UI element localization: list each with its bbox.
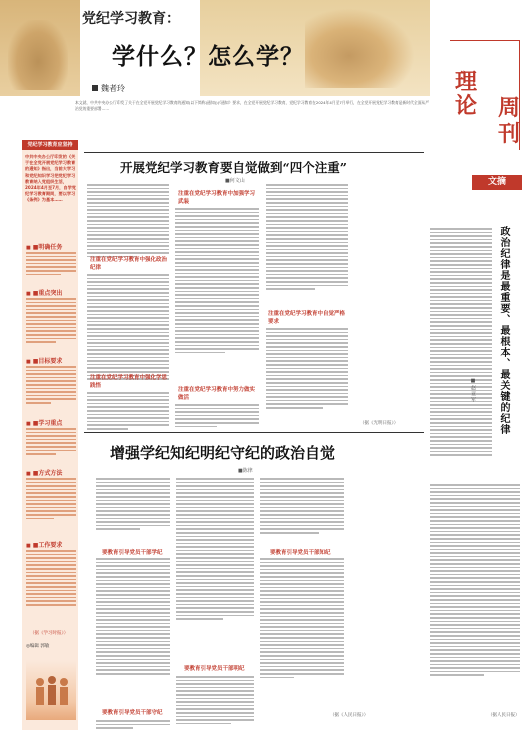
- sidebar-lead-text: 中共中央办公厅印发的《关于在全党开展党纪学习教育的通知》指出，当前大学习和党纪知识学习把党纪学习教育纳入党组织生活，2024年4月至7月，自学党纪学习教育期间，要以学习《条例》为基本……: [25, 154, 76, 203]
- right-col-text-top: [430, 228, 492, 458]
- masthead-name-right: 周刊: [498, 95, 521, 147]
- article2-col2-text-b: [176, 676, 254, 726]
- article1-col3-text-b: [266, 328, 348, 411]
- sidebar-text-4: [26, 428, 76, 457]
- masthead-section: 文摘: [472, 175, 522, 190]
- sidebar-item-6: ■ ■工作要求: [26, 540, 62, 549]
- sidebar-text-1: [26, 252, 76, 277]
- article1-col1-text-a: [87, 184, 169, 259]
- banner-intro-text: 本文就、中共中央办公厅印发了关于在全党开展党纪学习教育的通知(以下简称(通知))(《通知》要求，在全党开展党纪学习教育，党纪学习教育在2024年4月至7月举行，在全党开展党纪学习教育是新时代全面从严治党的重要部署……: [75, 100, 430, 112]
- right-col-text-bottom: [430, 484, 520, 678]
- article1-title: 开展党纪学习教育要自觉做到“四个注重”: [120, 160, 347, 175]
- banner-art-figures: [305, 8, 415, 88]
- masthead-name-left: 理论: [455, 69, 478, 119]
- article2-col1-text-a: [96, 478, 170, 532]
- masthead: [430, 0, 530, 200]
- article1-col1-text-b: [87, 274, 169, 382]
- article2-subhead-2: 要教育引导党员干部知纪: [270, 550, 331, 556]
- sidebar-item-3: ■ ■目标要求: [26, 356, 62, 365]
- article2-subhead-3: 要教育引导党员干部明纪: [184, 666, 245, 672]
- article1-source: （据《光明日报》）: [360, 421, 399, 426]
- sidebar-people-icon: [26, 660, 76, 720]
- article2-col1-text-c: [96, 720, 170, 731]
- article2-col2-text-a: [176, 478, 254, 622]
- banner-intro: [75, 100, 430, 132]
- article1-col2-text-b: [175, 404, 259, 429]
- article1-subhead-5: 注重在党纪学习教育中自觉严格要求: [268, 311, 346, 325]
- banner-kicker: 党纪学习教育：: [82, 11, 180, 27]
- sidebar-item-1: ■ ■明确任务: [26, 242, 62, 251]
- article1-rule: [84, 152, 424, 153]
- article2-rule: [84, 432, 424, 433]
- right-col-title: 政治纪律是最重要、最根本、最关键的纪律: [498, 226, 509, 435]
- article1-col2-text-a: [175, 208, 259, 355]
- banner-author: 魏者玲: [101, 84, 125, 93]
- article1-subhead-3: 注重在党纪学习教育中强化学思践悟: [90, 375, 168, 389]
- article2-byline: ■陈律: [238, 468, 253, 474]
- right-col-source: （据人民日报）: [488, 713, 520, 718]
- sidebar-illustration: [26, 660, 76, 720]
- banner-author-box: [88, 82, 156, 95]
- sidebar-header: 党纪学习教育应坚持: [22, 140, 78, 150]
- sidebar-text-2: [26, 298, 76, 345]
- article1-subhead-2: 注重在党纪学习教育中加强学习武装: [178, 191, 256, 205]
- article1-subhead-4: 注重在党纪学习教育中努力做实做活: [178, 387, 256, 401]
- sidebar-text-6: [26, 550, 76, 608]
- sidebar-item-2: ■ ■重点突出: [26, 288, 62, 297]
- author-icon: [92, 85, 98, 91]
- article1-col1-text-c: [87, 392, 169, 432]
- article2-subhead-1: 要教育引导党员干部学纪: [102, 550, 163, 556]
- article1-byline: ■何文山: [225, 178, 245, 184]
- article2-source: （据《人民日报》）: [330, 713, 369, 718]
- sidebar-item-5: ■ ■方式方法: [26, 468, 62, 477]
- article1-col3-text-a: [266, 184, 348, 292]
- article2-subhead-4: 要教育引导党员干部守纪: [102, 710, 163, 716]
- sidebar-text-3: [26, 366, 76, 406]
- sidebar-source: （据《学习时报》）: [30, 631, 69, 636]
- sidebar-item-4: ■ ■学习重点: [26, 418, 62, 427]
- sidebar-lead: [25, 154, 76, 229]
- sidebar-editor: ◎编辑 郭敏: [26, 644, 50, 649]
- article1-subhead-1: 注重在党纪学习教育中强化政治纪律: [90, 257, 168, 271]
- right-col-byline: ■赵亚军: [470, 378, 476, 403]
- article2-col3-text-a: [260, 478, 344, 536]
- sidebar-text-5: [26, 478, 76, 521]
- banner-headline: 学什么？怎么学？: [112, 43, 304, 70]
- article2-col1-text-b: [96, 558, 170, 677]
- article2-title: 增强学纪知纪明纪守纪的政治自觉: [110, 444, 336, 462]
- banner-art-building: [8, 20, 68, 90]
- article2-col3-text-b: [260, 558, 344, 680]
